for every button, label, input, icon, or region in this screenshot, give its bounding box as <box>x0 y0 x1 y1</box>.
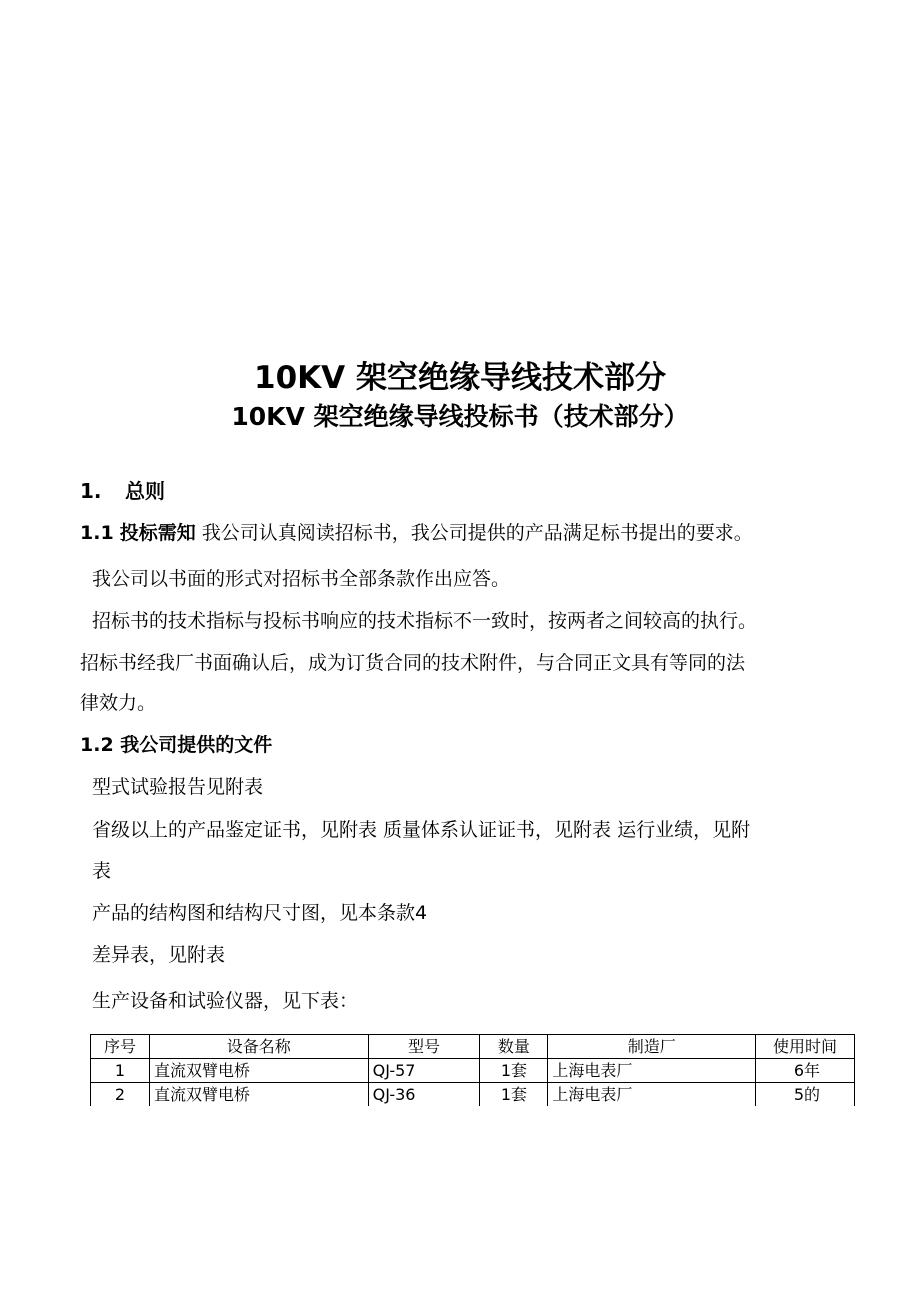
document-list-item: 生产设备和试验仪器，见下表： <box>92 990 359 1012</box>
table-cell: QJ-57 <box>368 1059 480 1083</box>
table-cell: QJ-36 <box>368 1083 480 1107</box>
equipment-table <box>90 1034 855 1106</box>
page-title: 10KV 架空绝缘导线技术部分 <box>254 360 666 396</box>
table-cell: 5的 <box>756 1083 855 1107</box>
section-1-number: 1. <box>80 479 102 503</box>
document-list-item: 型式试验报告见附表 <box>92 776 264 798</box>
section-1-2-heading: 1.2 我公司提供的文件 <box>80 734 273 756</box>
table-cell: 1套 <box>480 1083 548 1107</box>
table-cell: 1套 <box>480 1059 548 1083</box>
table-cell: 直流双臂电桥 <box>149 1059 368 1083</box>
section-1-1-line3: 招标书的技术指标与投标书响应的技术指标不一致时，按两者之间较高的执行。 <box>92 610 758 632</box>
table-header-cell: 型号 <box>368 1035 480 1059</box>
table-cell: 上海电表厂 <box>548 1059 756 1083</box>
document-list-item: 差异表，见附表 <box>92 944 226 966</box>
table-header-cell: 制造厂 <box>548 1035 756 1059</box>
table-cell: 2 <box>91 1083 150 1107</box>
section-1-heading <box>80 475 165 504</box>
section-1-1-line4: 招标书经我厂书面确认后，成为订货合同的技术附件，与合同正文具有等同的法 <box>80 652 746 674</box>
table-cell: 直流双臂电桥 <box>149 1083 368 1107</box>
section-1-1-title: 投标需知 <box>119 522 196 544</box>
document-list-item: 产品的结构图和结构尺寸图，见本条款4 <box>92 902 428 924</box>
section-1-title: 总则 <box>125 479 165 503</box>
table-cell: 1 <box>91 1059 150 1083</box>
table-row <box>91 1083 855 1107</box>
document-list-item: 表 <box>92 860 112 882</box>
section-1-1-paragraph <box>80 518 753 545</box>
table-header-row <box>91 1035 855 1059</box>
page-subtitle: 10KV 架空绝缘导线投标书（技术部分） <box>231 402 689 431</box>
section-1-1-line5: 律效力。 <box>80 692 157 714</box>
table-cell: 6年 <box>756 1059 855 1083</box>
table-header-cell: 使用时间 <box>756 1035 855 1059</box>
table-header-cell: 数量 <box>480 1035 548 1059</box>
table-cell: 上海电表厂 <box>548 1083 756 1107</box>
table-row <box>91 1059 855 1083</box>
document-list-item: 省级以上的产品鉴定证书，见附表 质量体系认证证书，见附表 运行业绩，见附 <box>92 819 751 841</box>
table-header-cell: 序号 <box>91 1035 150 1059</box>
section-1-1-line2: 我公司以书面的形式对招标书全部条款作出应答。 <box>92 568 511 590</box>
section-1-1-number: 1.1 <box>80 522 114 544</box>
table-header-cell: 设备名称 <box>149 1035 368 1059</box>
section-1-1-line1: 我公司认真阅读招标书，我公司提供的产品满足标书提出的要求。 <box>201 522 753 544</box>
